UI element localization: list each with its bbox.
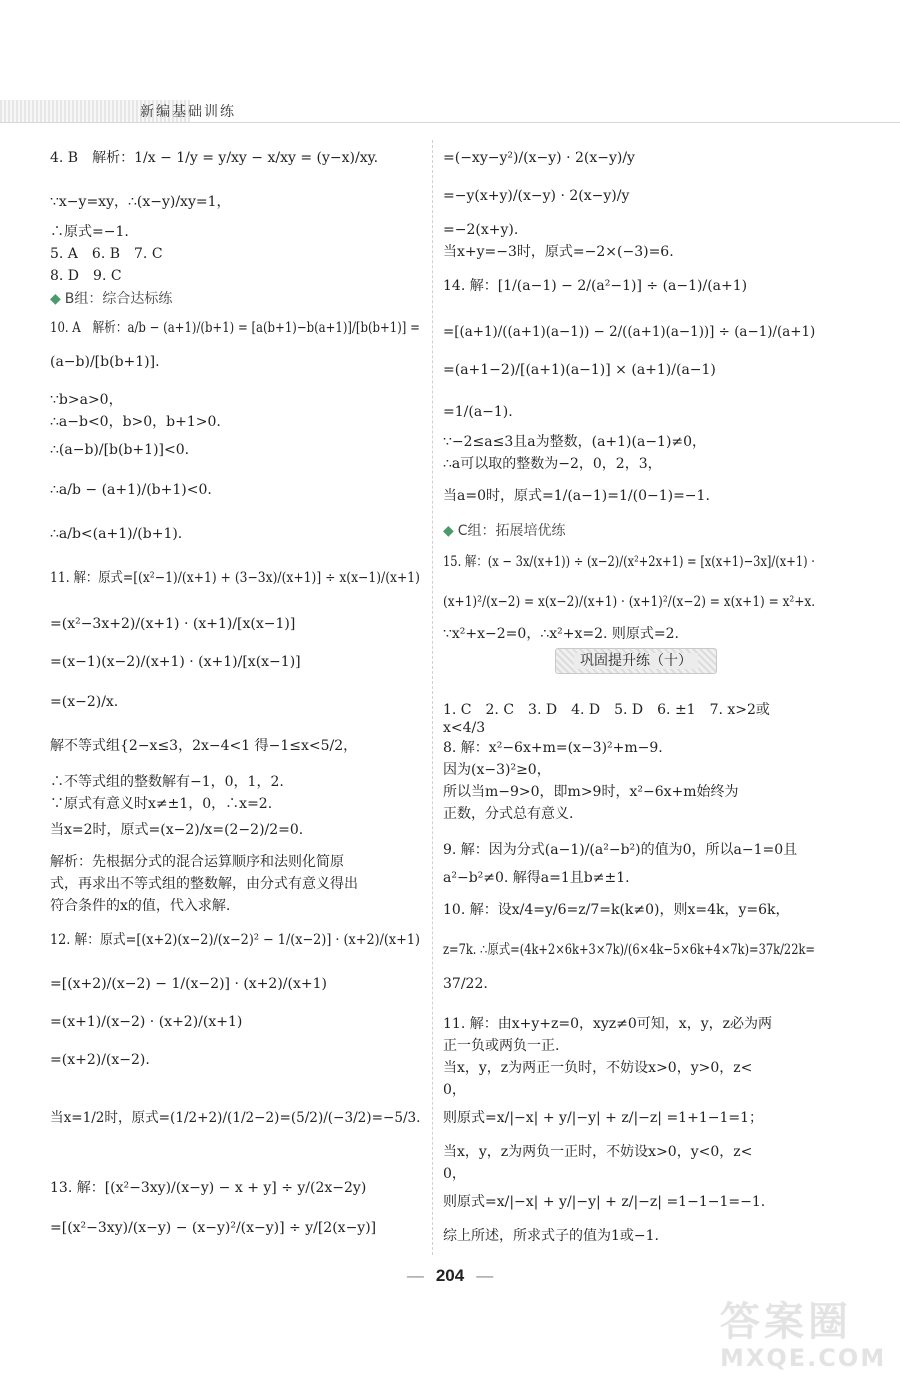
solution-line: ∵原式有意义时x≠±1，0，∴x=2.	[50, 796, 273, 812]
solution-line: 当a=0时，原式=1/(a−1)=1/(0−1)=−1.	[443, 488, 710, 504]
solution-line: =(x+1)/(x−2) · (x+2)/(x+1)	[50, 1014, 243, 1030]
solution-line: =[(x+2)/(x−2) − 1/(x−2)] · (x+2)/(x+1)	[50, 976, 327, 992]
solution-line: 14. 解：[1/(a−1) − 2/(a²−1)] ÷ (a−1)/(a+1)	[443, 278, 748, 294]
diamond-icon: ◆	[50, 291, 61, 307]
section-heading-b: ◆ B组：综合达标练	[50, 291, 173, 307]
page-number: — 204 —	[0, 1266, 900, 1286]
section-heading-c: ◆ C组：拓展培优练	[443, 523, 566, 539]
watermark-logo-text: 答案圈	[720, 1299, 852, 1345]
solution-line: 解不等式组{2−x≤3，2x−4<1 得−1≤x<5/2，	[50, 738, 358, 754]
solution-line: 1. C 2. C 3. D 4. D 5. D 6. ±1 7. x>2或	[443, 702, 770, 718]
solution-line: 综上所述，所求式子的值为1或−1.	[443, 1228, 659, 1244]
solution-line: 8. 解：x²−6x+m=(x−3)²+m−9.	[443, 740, 663, 756]
solution-line: 11. 解：由x+y+z=0，xyz≠0可知，x，y，z必为两	[443, 1016, 772, 1032]
solution-line: 则原式=x/|−x| + y/|−y| + z/|−z| =1+1−1=1；	[443, 1110, 763, 1126]
column-divider	[432, 140, 433, 1255]
solution-line: a²−b²≠0. 解得a=1且b≠±1.	[443, 870, 630, 886]
solution-line: 9. 解：因为分式(a−1)/(a²−b²)的值为0，所以a−1=0且	[443, 842, 798, 858]
solution-line: 13. 解：[(x²−3xy)/(x−y) − x + y] ÷ y/(2x−2y)	[50, 1180, 367, 1196]
solution-line: =(x²−3x+2)/(x+1) · (x+1)/[x(x−1)]	[50, 616, 296, 632]
solution-line: ∴a可以取的整数为−2，0，2，3，	[443, 456, 662, 472]
solution-line: =[(x²−3xy)/(x−y) − (x−y)²/(x−y)] ÷ y/[2(x−y)]	[50, 1220, 377, 1236]
solution-line: ∴(a−b)/[b(b+1)]<0.	[50, 442, 190, 458]
watermark	[720, 1300, 890, 1380]
solution-line: =(a+1−2)/[(a+1)(a−1)] × (a+1)/(a−1)	[443, 362, 716, 378]
solution-line: 解析：先根据分式的混合运算顺序和法则化简原	[50, 854, 344, 870]
solution-line: =1/(a−1).	[443, 404, 513, 420]
solution-line: 当x，y，z为两正一负时，不妨设x>0，y>0，z<	[443, 1060, 753, 1076]
solution-line: ∵x²+x−2=0，∴x²+x=2. 则原式=2.	[443, 626, 679, 642]
solution-line: ∵x−y=xy，∴(x−y)/xy=1，	[50, 194, 231, 210]
solution-line: z=7k. ∴原式=(4k+2×6k+3×7k)/(6×4k−5×6k+4×7k)=37k/22k=	[443, 942, 815, 958]
solution-line: =(−xy−y²)/(x−y) · 2(x−y)/y	[443, 150, 635, 166]
solution-line: =(x−2)/x.	[50, 694, 119, 710]
solution-line: ∵b>a>0，	[50, 392, 123, 408]
solution-line: ∴a/b − (a+1)/(b+1)<0.	[50, 482, 212, 498]
solution-line: 0，	[443, 1082, 466, 1098]
solution-line: 符合条件的x的值，代入求解.	[50, 898, 231, 914]
solution-line: 当x+y=−3时，原式=−2×(−3)=6.	[443, 244, 674, 260]
solution-line: 正数，分式总有意义.	[443, 806, 574, 822]
solution-line: 10. A 解析：a/b − (a+1)/(b+1) = [a(b+1)−b(a+1)]/[b(b+1)] =	[50, 320, 420, 336]
watermark-url: MXQE.COM	[720, 1344, 887, 1372]
solution-line: (x+1)²/(x−2) = x(x−2)/(x+1) · (x+1)²/(x−2) = x(x+1) = x²+x.	[443, 594, 816, 610]
solution-line: ∴原式=−1.	[50, 224, 129, 240]
solution-line: 8. D 9. C	[50, 268, 122, 284]
solution-line: 5. A 6. B 7. C	[50, 246, 163, 262]
solution-line: 15. 解：(x − 3x/(x+1)) ÷ (x−2)/(x²+2x+1) = [x(x+1)−3x]/(x+1) ·	[443, 554, 815, 570]
solution-line: (a−b)/[b(b+1)].	[50, 354, 160, 370]
solution-line: 0，	[443, 1166, 466, 1182]
solution-line: 当x=1/2时，原式=(1/2+2)/(1/2−2)=(5/2)/(−3/2)=−5/3.	[50, 1110, 421, 1126]
solution-line: 11. 解：原式=[(x²−1)/(x+1) + (3−3x)/(x+1)] ÷ x(x−1)/(x+1)	[50, 570, 420, 586]
solution-line: 则原式=x/|−x| + y/|−y| + z/|−z| =1−1−1=−1.	[443, 1194, 766, 1210]
exercise-banner: 巩固提升练（十）	[555, 648, 717, 674]
solution-line: =(x−1)(x−2)/(x+1) · (x+1)/[x(x−1)]	[50, 654, 301, 670]
solution-line: ∴a−b<0，b>0，b+1>0.	[50, 414, 221, 430]
solution-line: =−y(x+y)/(x−y) · 2(x−y)/y	[443, 188, 630, 204]
solution-line: 10. 解：设x/4=y/6=z/7=k(k≠0)，则x=4k，y=6k，	[443, 902, 790, 918]
solution-line: 4. B 解析：1/x − 1/y = y/xy − x/xy = (y−x)/xy.	[50, 150, 379, 166]
solution-line: 式，再求出不等式组的整数解，由分式有意义得出	[50, 876, 358, 892]
solution-line: 正一负或两负一正.	[443, 1038, 560, 1054]
solution-line: ∵−2≤a≤3且a为整数，(a+1)(a−1)≠0，	[443, 434, 707, 450]
solution-line: 37/22.	[443, 976, 488, 992]
solution-line: x<4/3	[443, 720, 486, 736]
solution-line: ∴不等式组的整数解有−1，0，1，2.	[50, 774, 284, 790]
solution-line: 所以当m−9>0，即m>9时，x²−6x+m始终为	[443, 784, 739, 800]
solution-line: ∴a/b<(a+1)/(b+1).	[50, 526, 183, 542]
solution-line: 当x，y，z为两负一正时，不妨设x>0，y<0，z<	[443, 1144, 753, 1160]
solution-line: 因为(x−3)²≥0，	[443, 762, 551, 778]
header-rule	[0, 122, 900, 123]
header-title: 新编基础训练	[140, 104, 236, 120]
solution-line: =−2(x+y).	[443, 222, 519, 238]
diamond-icon: ◆	[443, 523, 454, 539]
solution-line: 当x=2时，原式=(x−2)/x=(2−2)/2=0.	[50, 822, 304, 838]
solution-line: 12. 解：原式=[(x+2)(x−2)/(x−2)² − 1/(x−2)] · (x+2)/(x+1)	[50, 932, 420, 948]
solution-line: =(x+2)/(x−2).	[50, 1052, 150, 1068]
solution-line: =[(a+1)/((a+1)(a−1)) − 2/((a+1)(a−1))] ÷ (a−1)/(a+1)	[443, 324, 816, 340]
